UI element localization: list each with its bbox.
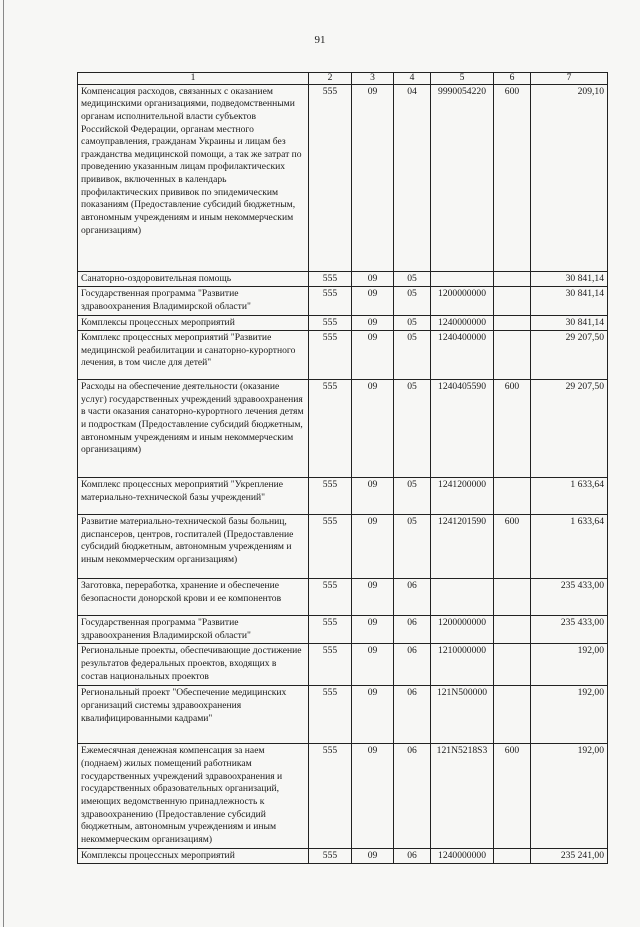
row-c2-cell: 555 — [309, 744, 352, 848]
row-c3-cell: 09 — [352, 271, 394, 287]
row-c7-cell: 192,00 — [531, 644, 608, 686]
row-c2-cell: 555 — [309, 848, 352, 864]
row-c2-cell: 555 — [309, 616, 352, 644]
row-c4-cell: 05 — [394, 515, 431, 579]
row-c7-cell: 29 207,50 — [531, 331, 608, 380]
row-name-cell: Комплексы процессных мероприятий — [78, 315, 309, 331]
table-row — [78, 271, 608, 287]
row-c6-cell — [494, 616, 531, 644]
row-c4-cell: 06 — [394, 579, 431, 616]
column-header: 2 — [309, 73, 352, 85]
row-c2-cell: 555 — [309, 84, 352, 271]
table-row — [78, 686, 608, 744]
row-c7-cell: 209,10 — [531, 84, 608, 271]
row-c4-cell: 05 — [394, 331, 431, 380]
row-c5-cell: 1241201590 — [431, 515, 494, 579]
row-c5-cell: 1240405590 — [431, 380, 494, 478]
page-number: 91 — [314, 34, 326, 46]
row-c5-cell — [431, 271, 494, 287]
table-row — [78, 579, 608, 616]
row-c6-cell — [494, 579, 531, 616]
row-c6-cell — [494, 686, 531, 744]
row-c7-cell: 30 841,14 — [531, 315, 608, 331]
row-c6-cell: 600 — [494, 744, 531, 848]
row-c5-cell: 1200000000 — [431, 616, 494, 644]
row-c2-cell: 555 — [309, 315, 352, 331]
column-header: 7 — [531, 73, 608, 85]
row-name-cell: Развитие материально-технической базы больниц, диспансеров, центров, госпиталей (Предоставление субсидий бюджетным, автономным учреждениям и иным некоммерческим организациям) — [78, 515, 309, 579]
row-c7-cell: 1 633,64 — [531, 515, 608, 579]
row-c2-cell: 555 — [309, 515, 352, 579]
row-c2-cell: 555 — [309, 686, 352, 744]
row-name-cell: Заготовка, переработка, хранение и обеспечение безопасности донорской крови и ее компонентов — [78, 579, 309, 616]
row-c2-cell: 555 — [309, 579, 352, 616]
row-c2-cell: 555 — [309, 271, 352, 287]
row-c3-cell: 09 — [352, 380, 394, 478]
row-c6-cell — [494, 848, 531, 864]
row-c2-cell: 555 — [309, 331, 352, 380]
row-c2-cell: 555 — [309, 380, 352, 478]
row-c5-cell: 1210000000 — [431, 644, 494, 686]
row-c3-cell: 09 — [352, 478, 394, 515]
row-c4-cell: 06 — [394, 848, 431, 864]
row-c6-cell — [494, 287, 531, 315]
row-c3-cell: 09 — [352, 579, 394, 616]
row-c3-cell: 09 — [352, 644, 394, 686]
table-row — [78, 515, 608, 579]
row-c4-cell: 06 — [394, 744, 431, 848]
column-header: 4 — [394, 73, 431, 85]
header-row — [78, 73, 608, 85]
row-name-cell: Ежемесячная денежная компенсация за наем (поднаем) жилых помещений работникам государственных учреждений здравоохранения и государственных образовательных организаций, имеющих ведомственную принадлежность к здравоохранению (Предоставление субсидий бюджетным, автономным учреждениям и иным некоммерческим организациям) — [78, 744, 309, 848]
row-name-cell: Государственная программа "Развитие здравоохранения Владимирской области" — [78, 287, 309, 315]
table-row — [78, 848, 608, 864]
row-c3-cell: 09 — [352, 84, 394, 271]
table-row — [78, 616, 608, 644]
row-c4-cell: 06 — [394, 644, 431, 686]
row-c4-cell: 05 — [394, 271, 431, 287]
row-c7-cell: 192,00 — [531, 686, 608, 744]
row-c2-cell: 555 — [309, 644, 352, 686]
row-name-cell: Региональный проект "Обеспечение медицинских организаций системы здравоохранения квалифицированными кадрами" — [78, 686, 309, 744]
row-c6-cell — [494, 331, 531, 380]
row-c5-cell — [431, 579, 494, 616]
table-row — [78, 644, 608, 686]
table-row — [78, 380, 608, 478]
row-c3-cell: 09 — [352, 686, 394, 744]
row-c3-cell: 09 — [352, 315, 394, 331]
row-c7-cell: 235 241,00 — [531, 848, 608, 864]
row-c3-cell: 09 — [352, 287, 394, 315]
column-header: 6 — [494, 73, 531, 85]
row-c7-cell: 30 841,14 — [531, 287, 608, 315]
row-c6-cell: 600 — [494, 380, 531, 478]
column-header: 3 — [352, 73, 394, 85]
row-name-cell: Комплекс процессных мероприятий "Развитие медицинской реабилитации и санаторно-курортного лечения, в том числе для детей" — [78, 331, 309, 380]
row-c4-cell: 04 — [394, 84, 431, 271]
row-c5-cell: 1240000000 — [431, 848, 494, 864]
row-c3-cell: 09 — [352, 848, 394, 864]
row-name-cell: Комплексы процессных мероприятий — [78, 848, 309, 864]
row-c4-cell: 05 — [394, 315, 431, 331]
row-name-cell: Региональные проекты, обеспечивающие достижение результатов федеральных проектов, входящих в состав национальных проектов — [78, 644, 309, 686]
row-c4-cell: 05 — [394, 380, 431, 478]
row-c6-cell — [494, 315, 531, 331]
row-name-cell: Компенсация расходов, связанных с оказанием медицинскими организациями, подведомственными органам исполнительной власти субъектов Российской Федерации, органам местного самоуправления, гражданам Украины и лицам без гражданства медицинской помощи, а так же затрат по проведению указанным лицам профилактических прививок, включенных в календарь профилактических прививок по эпидемическим показаниям (Предоставление субсидий бюджетным, автономным учреждениям и иным некоммерческим организациям) — [78, 84, 309, 271]
row-c5-cell: 1240400000 — [431, 331, 494, 380]
budget-table — [77, 72, 608, 864]
row-c6-cell: 600 — [494, 84, 531, 271]
row-c6-cell: 600 — [494, 515, 531, 579]
row-c5-cell: 121N5218S3 — [431, 744, 494, 848]
table-row — [78, 478, 608, 515]
row-c2-cell: 555 — [309, 478, 352, 515]
row-c3-cell: 09 — [352, 331, 394, 380]
row-c7-cell: 29 207,50 — [531, 380, 608, 478]
row-c4-cell: 05 — [394, 478, 431, 515]
row-c7-cell: 235 433,00 — [531, 616, 608, 644]
row-c7-cell: 192,00 — [531, 744, 608, 848]
row-name-cell: Государственная программа "Развитие здравоохранения Владимирской области" — [78, 616, 309, 644]
row-c2-cell: 555 — [309, 287, 352, 315]
row-c3-cell: 09 — [352, 616, 394, 644]
row-c4-cell: 05 — [394, 287, 431, 315]
row-c7-cell: 1 633,64 — [531, 478, 608, 515]
row-c4-cell: 06 — [394, 616, 431, 644]
budget-table-body — [78, 73, 608, 864]
row-c7-cell: 30 841,14 — [531, 271, 608, 287]
row-c6-cell — [494, 644, 531, 686]
table-row — [78, 287, 608, 315]
row-c3-cell: 09 — [352, 515, 394, 579]
row-c7-cell: 235 433,00 — [531, 579, 608, 616]
row-name-cell: Комплекс процессных мероприятий "Укрепление материально-технической базы учреждений" — [78, 478, 309, 515]
table-row — [78, 744, 608, 848]
table-row — [78, 331, 608, 380]
row-name-cell: Расходы на обеспечение деятельности (оказание услуг) государственных учреждений здравоохранения в части оказания санаторно-курортного лечения детям и подросткам (Предоставление субсидий бюджетным, автономным учреждениям и иным некоммерческим организациям) — [78, 380, 309, 478]
page-edge-line — [3, 0, 4, 927]
row-c3-cell: 09 — [352, 744, 394, 848]
row-c6-cell — [494, 478, 531, 515]
row-c5-cell: 121N500000 — [431, 686, 494, 744]
row-c5-cell: 1241200000 — [431, 478, 494, 515]
table-row — [78, 84, 608, 271]
row-c4-cell: 06 — [394, 686, 431, 744]
column-header: 1 — [78, 73, 309, 85]
table-row — [78, 315, 608, 331]
column-header: 5 — [431, 73, 494, 85]
row-c6-cell — [494, 271, 531, 287]
row-c5-cell: 1240000000 — [431, 315, 494, 331]
row-name-cell: Санаторно-оздоровительная помощь — [78, 271, 309, 287]
row-c5-cell: 9990054220 — [431, 84, 494, 271]
row-c5-cell: 1200000000 — [431, 287, 494, 315]
